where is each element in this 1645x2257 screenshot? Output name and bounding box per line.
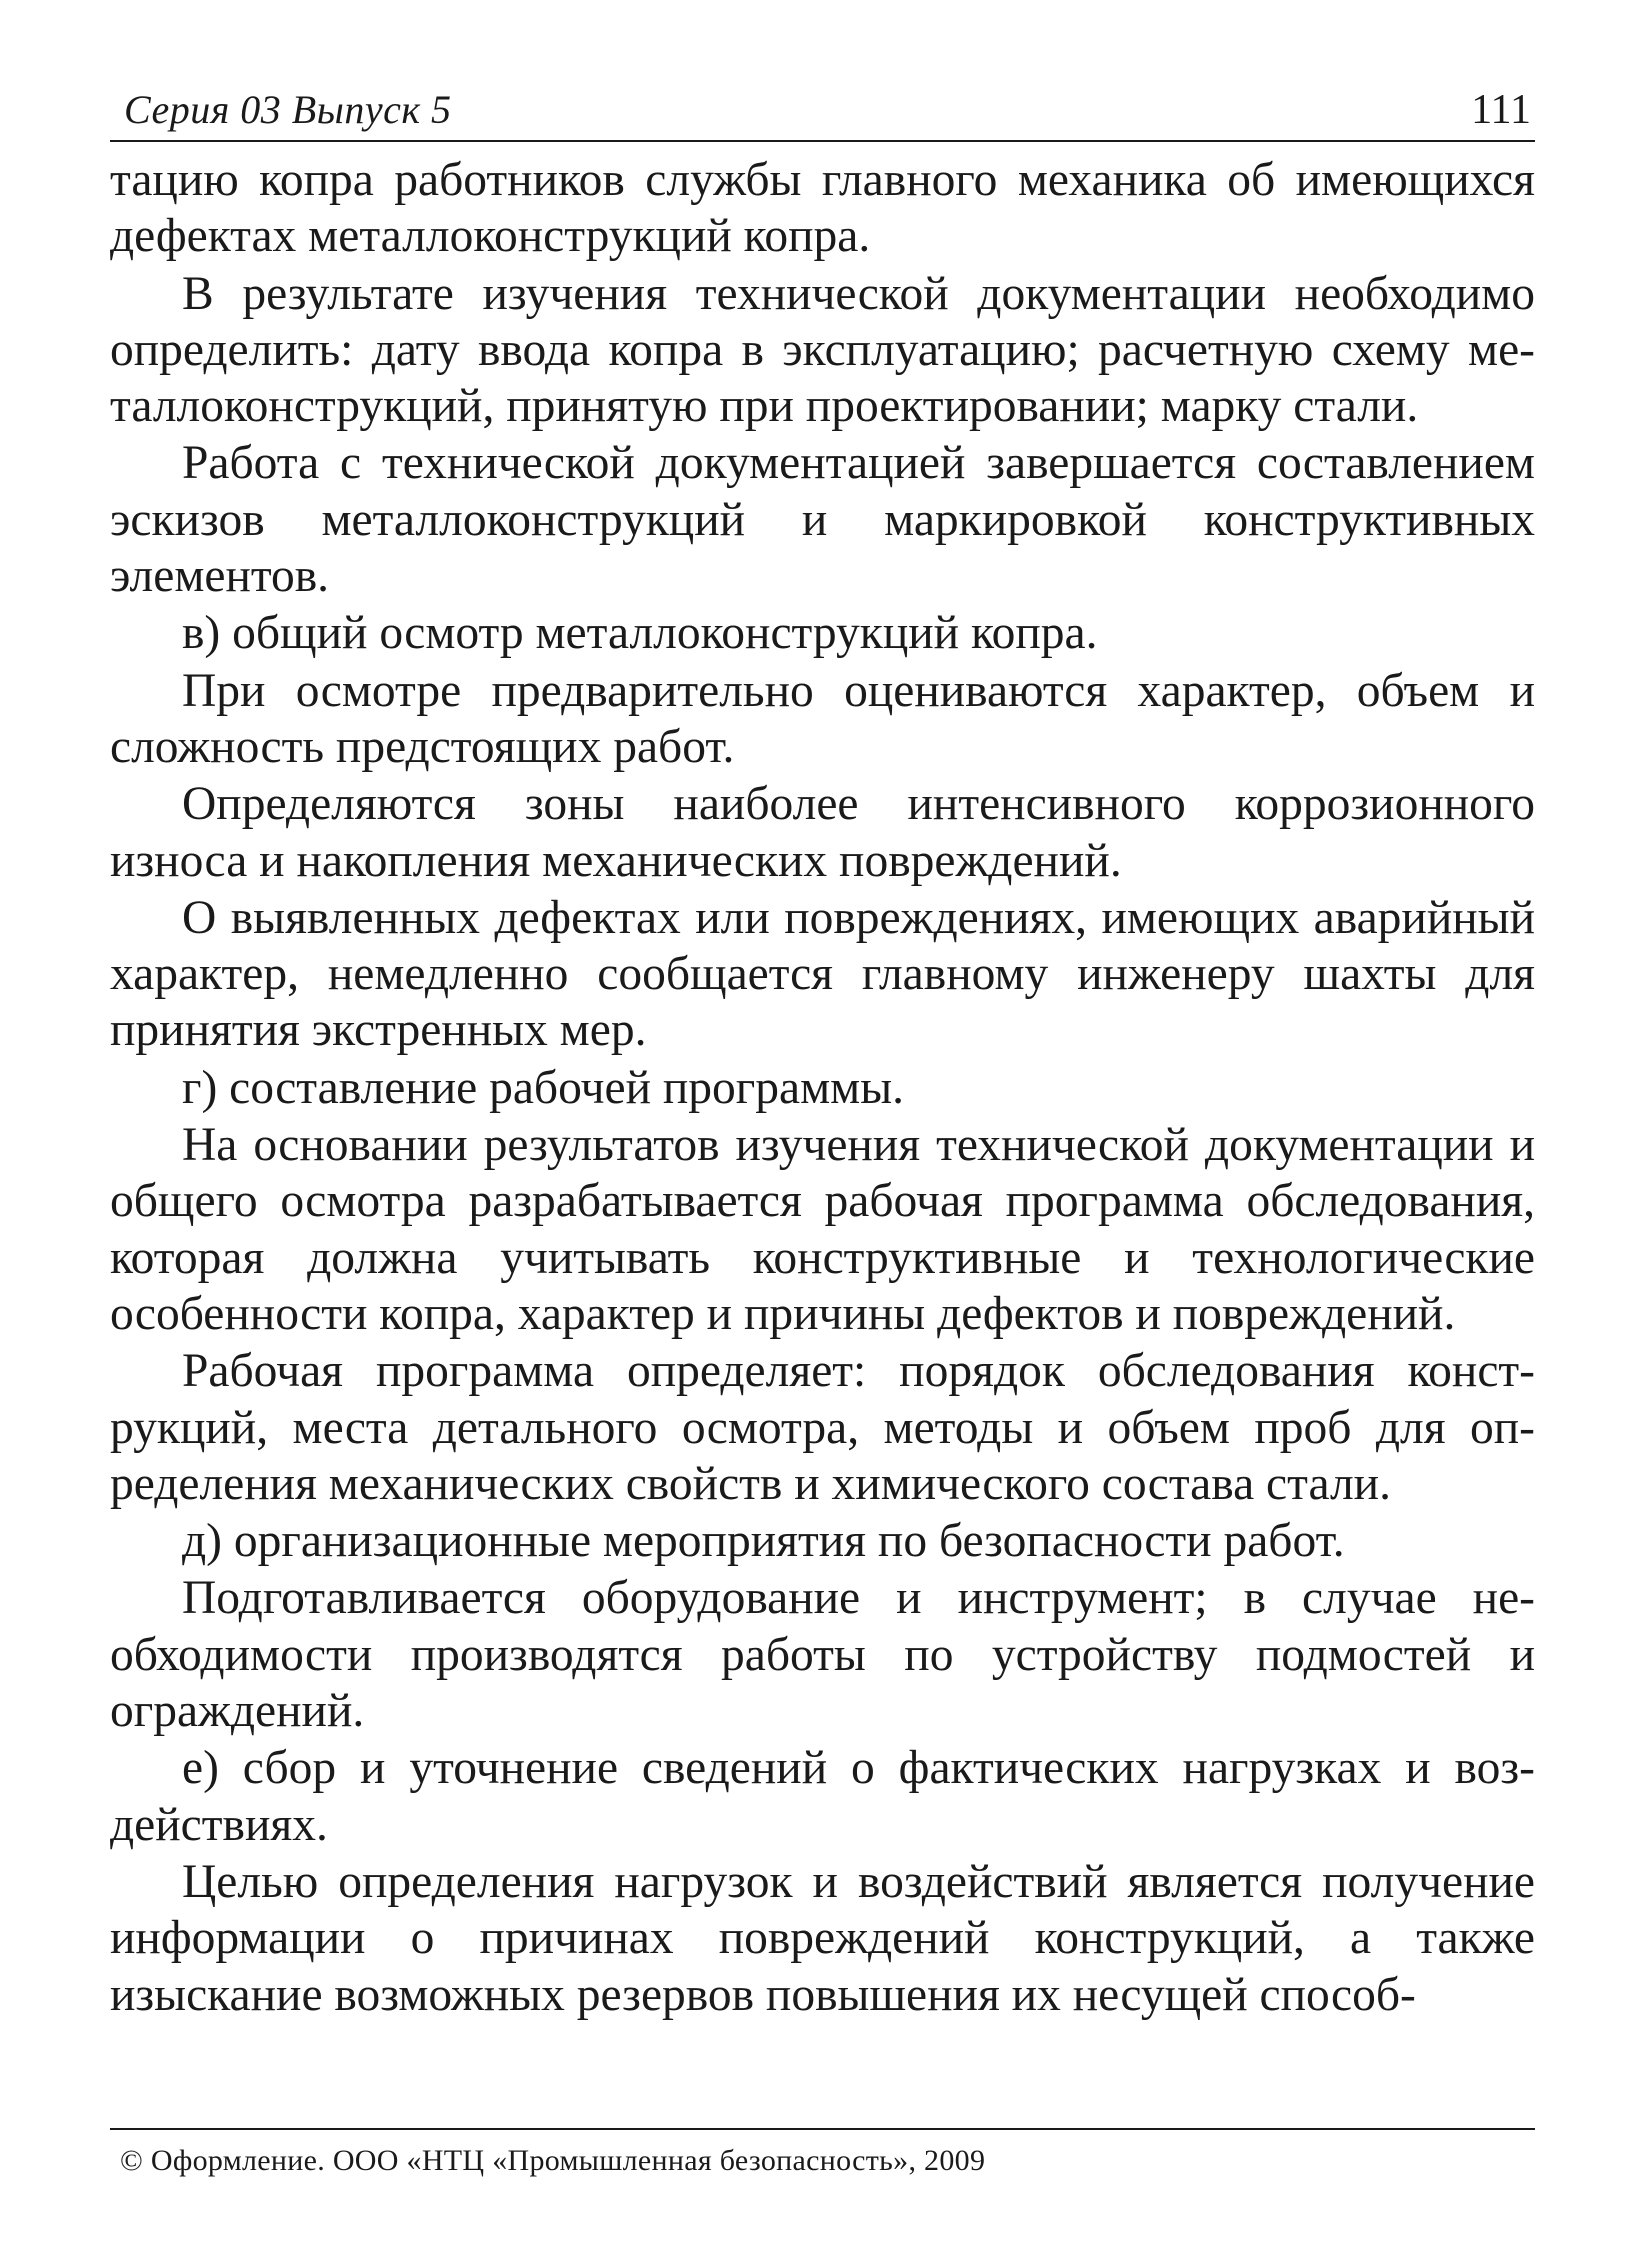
body-text	[110, 152, 1535, 2023]
paragraph: Целью определения нагрузок и воздействий является получение информации о причинах повреждений конструкций, а также изыскание возможных резервов повышения их несущей способ-	[110, 1855, 1535, 2021]
paragraph: Работа с технической документацией завершается составлением эскизов металлоконструкций и маркировкой конструктивных элементов.	[110, 437, 1535, 603]
paragraph: В результате изучения технической документации необходимо определить: дату ввода копра в эксплуатацию; расчетную схему металлоконструкций, принятую при проектировании; марку стали.	[110, 267, 1535, 433]
page-footer	[110, 2128, 1535, 2178]
paragraph: Рабочая программа определяет: порядок обследования конструкций, места детального осмотра, методы и объем проб для определения механических свойств и химического состава стали.	[110, 1345, 1535, 1510]
subsection-heading: в) общий осмотр металлоконструкций копра.	[182, 607, 1098, 660]
subsection-heading: е) сбор и уточнение сведений о фактических нагрузках и воздействиях.	[110, 1742, 1535, 1851]
document-page	[110, 78, 1535, 2024]
page-number: 111	[1471, 87, 1531, 133]
paragraph: О выявленных дефектах или повреждениях, имеющих аварийный характер, немедленно сообщается главному инженеру шахты для принятия экстренных мер.	[110, 891, 1535, 1057]
running-header	[110, 78, 1535, 142]
subsection-heading: д) организационные мероприятия по безопасности работ.	[182, 1515, 1345, 1568]
paragraph: Определяются зоны наиболее интенсивного коррозионного износа и накопления механических повреждений.	[110, 778, 1535, 887]
paragraph: тацию копра работников службы главного механика об имеющихся дефектах металлоконструкций копра.	[110, 154, 1535, 263]
paragraph: При осмотре предварительно оцениваются характер, объем и сложность предстоящих работ.	[110, 664, 1535, 773]
paragraph: На основании результатов изучения технической документации и общего осмотра разрабатывается рабочая программа обследования, которая должна учитывать конструктивные и технологические особенности копра, характер и причины дефектов и повреждений.	[110, 1119, 1535, 1340]
copyright-notice: © Оформление. ООО «НТЦ «Промышленная безопасность», 2009	[120, 2144, 986, 2177]
paragraph: Подготавливается оборудование и инструмент; в случае необходимости производятся работы по устройству подмостей и ограждений.	[110, 1572, 1535, 1738]
subsection-heading: г) составление рабочей программы.	[182, 1061, 905, 1114]
series-title: Серия 03 Выпуск 5	[124, 87, 452, 132]
